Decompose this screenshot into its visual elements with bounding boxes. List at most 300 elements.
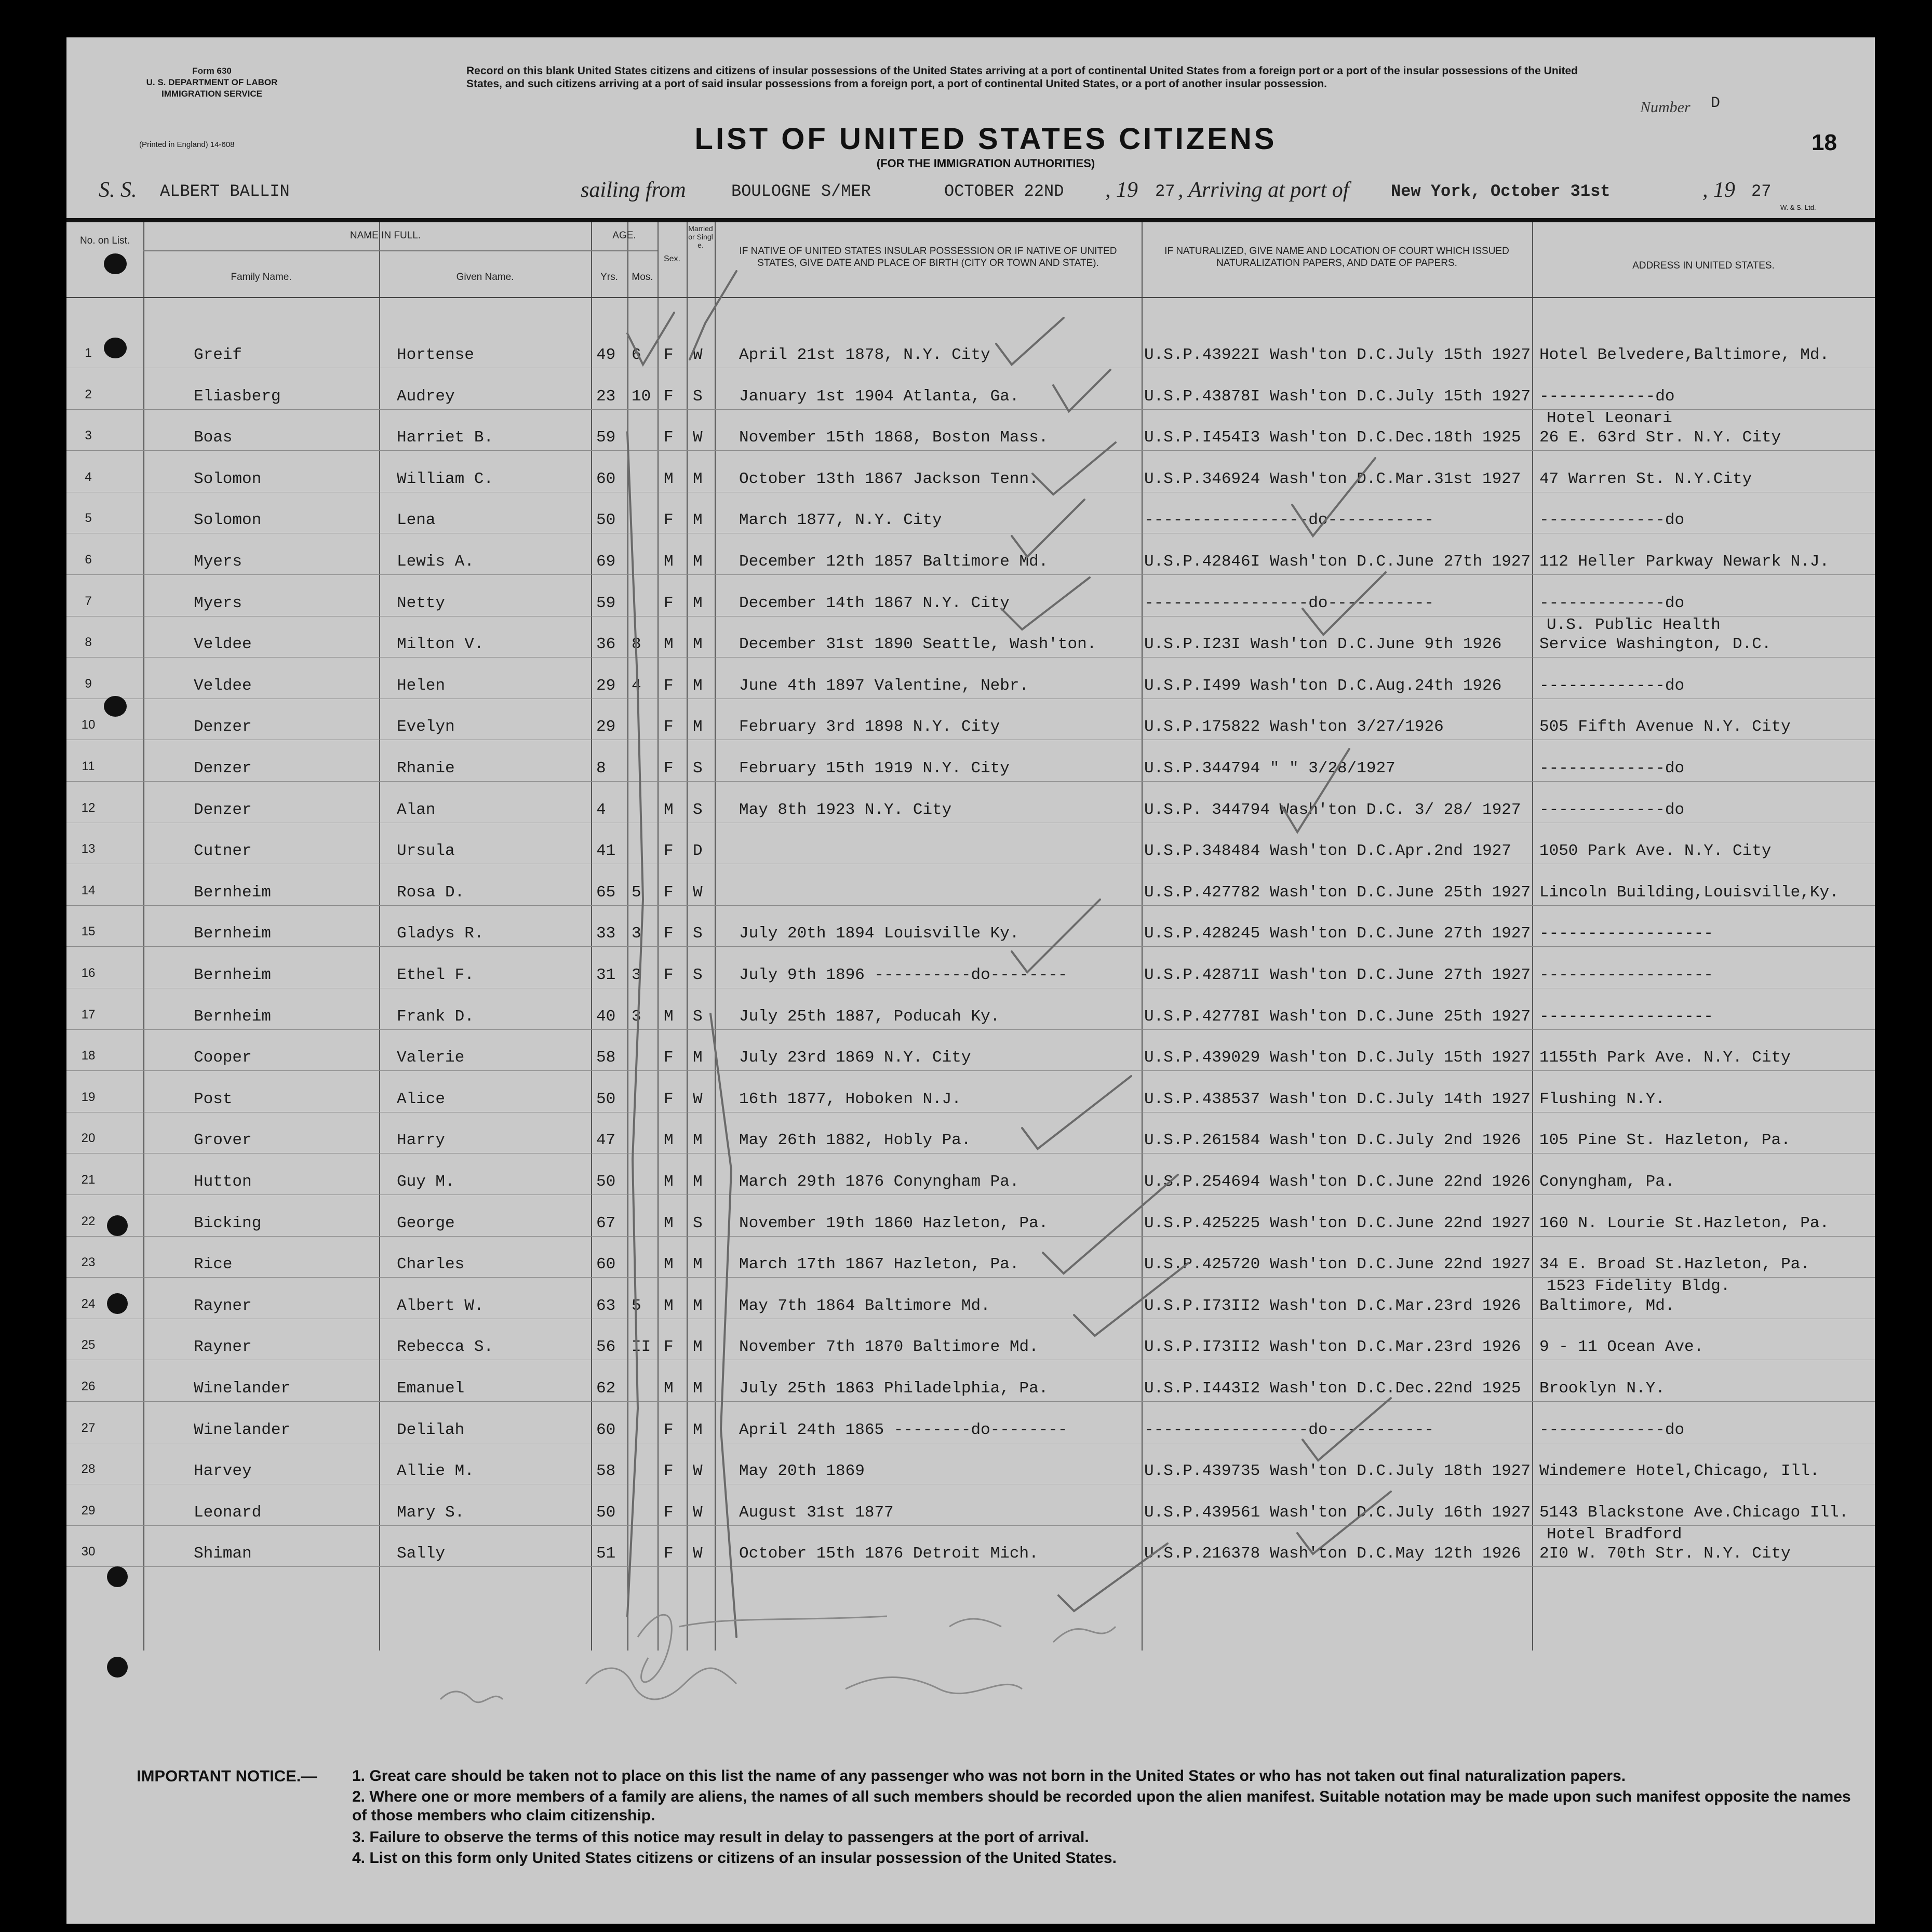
row-number: 9 [85, 676, 92, 691]
birth-date-place: 16th 1877, Hoboken N.J. [739, 1090, 961, 1108]
family-name: Solomon [194, 511, 262, 530]
given-name: Audrey [397, 387, 455, 406]
sailing-label: sailing from [581, 178, 686, 202]
given-name: Mary S. [397, 1503, 465, 1522]
birth-date-place: November 7th 1870 Baltimore Md. [739, 1338, 1039, 1357]
family-name: Hutton [194, 1173, 252, 1191]
sex: F [664, 511, 674, 530]
given-name: Guy M. [397, 1173, 455, 1191]
sex: M [664, 469, 674, 488]
form-instructions: Record on this blank United States citizens and citizens of insular possessions of the United States arriving at a port of continental United States from a foreign port or a port of the insular possessions of the United States, and such citizens arriving at a port of said insular possessions from a foreign port, a port of continental United States, or a port of another insular possession. [466, 65, 1578, 90]
check-mark [1297, 1492, 1391, 1554]
marital-status: M [693, 676, 703, 695]
given-name: Sally [397, 1545, 446, 1563]
row-number: 10 [81, 718, 96, 732]
birth-date-place: May 26th 1882, Hobly Pa. [739, 1131, 971, 1150]
given-name: Frank D. [397, 1007, 474, 1026]
given-name: Netty [397, 594, 446, 612]
naturalization: U.S.P.438537 Wash'ton D.C.July 14th 1927 [1144, 1090, 1531, 1108]
family-name: Cutner [194, 842, 252, 861]
row-number: 5 [85, 511, 92, 526]
given-name: Helen [397, 676, 446, 695]
naturalization: U.S.P.42846I Wash'ton D.C.June 27th 1927 [1144, 553, 1531, 571]
marital-status: M [693, 1173, 703, 1191]
sex: F [664, 718, 674, 736]
sex: F [664, 924, 674, 943]
sex: M [664, 553, 674, 571]
family-name: Denzer [194, 718, 252, 736]
punch-hole [107, 1293, 128, 1314]
age-months: II [632, 1338, 651, 1357]
check-marks [627, 271, 1391, 1637]
given-name: Milton V. [397, 635, 484, 654]
sex: M [664, 1379, 674, 1398]
given-name: Emanuel [397, 1379, 465, 1398]
family-name: Veldee [194, 676, 252, 695]
col-header-sex: Sex. [663, 254, 680, 263]
sex: F [664, 1049, 674, 1067]
given-name: Allie M. [397, 1462, 474, 1481]
notice-item: 4. List on this form only United States citizens or citizens of an insular possession of the United States. [352, 1849, 1117, 1867]
naturalization: U.S.P.439735 Wash'ton D.C.July 18th 1927 [1144, 1462, 1531, 1481]
age-years: 56 [596, 1338, 616, 1357]
marital-status: M [693, 718, 703, 736]
naturalization: U.S.P.261584 Wash'ton D.C.July 2nd 1926 [1144, 1131, 1521, 1150]
naturalization: U.S.P.425225 Wash'ton D.C.June 22nd 1927 [1144, 1214, 1531, 1232]
address-continuation: Hotel Leonari [1547, 409, 1672, 427]
age-years: 50 [596, 511, 616, 530]
address: -------------do [1539, 1420, 1685, 1439]
age-years: 58 [596, 1462, 616, 1481]
age-months: 3 [632, 966, 641, 984]
address: 105 Pine St. Hazleton, Pa. [1539, 1131, 1791, 1150]
important-notice-label: IMPORTANT NOTICE.— [137, 1767, 317, 1785]
col-header-age: AGE. [612, 230, 636, 241]
notice-item: 1. Great care should be taken not to place on this list the name of any passenger who was not born in the United States or who has not taken out final naturalization papers. [352, 1767, 1626, 1785]
naturalization: U.S.P.43878I Wash'ton D.C.July 15th 1927 [1144, 387, 1531, 406]
check-mark [690, 271, 736, 359]
sex: F [664, 1338, 674, 1357]
row-number: 24 [81, 1296, 96, 1311]
age-years: 59 [596, 594, 616, 612]
page-number: 18 [1812, 130, 1837, 155]
naturalization: U.S.P.428245 Wash'ton D.C.June 27th 1927 [1144, 924, 1531, 943]
sex: F [664, 676, 674, 695]
marital-status: M [693, 635, 703, 654]
age-years: 29 [596, 718, 616, 736]
sex: M [664, 1007, 674, 1026]
given-name: Hortense [397, 346, 474, 364]
naturalization: U.S.P.I73II2 Wash'ton D.C.Mar.23rd 1926 [1144, 1296, 1521, 1315]
sex: M [664, 1131, 674, 1150]
family-name: Eliasberg [194, 387, 281, 406]
check-mark [1074, 1263, 1188, 1336]
notice-item: 3. Failure to observe the terms of this notice may result in delay to passengers at the port of arrival. [352, 1829, 1089, 1846]
address: 47 Warren St. N.Y.City [1539, 469, 1752, 488]
marital-status: S [693, 1214, 703, 1232]
family-name: Greif [194, 346, 243, 364]
handwritten-marks [66, 37, 1875, 1924]
age-years: 49 [596, 346, 616, 364]
naturalization: U.S.P.I23I Wash'ton D.C.June 9th 1926 [1144, 635, 1502, 654]
age-years: 51 [596, 1545, 616, 1563]
check-mark [1022, 1076, 1131, 1149]
punch-hole [107, 1657, 128, 1678]
birth-date-place: April 24th 1865 --------do-------- [739, 1420, 1068, 1439]
manifest-page [66, 37, 1875, 1924]
arrival-port: New York, October 31st [1391, 182, 1611, 201]
row-number: 20 [81, 1131, 96, 1146]
col-header-birth: IF NATIVE OF UNITED STATES INSULAR POSSESSION OR IF NATIVE OF UNITED STATES, GIVE DATE AND PLACE OF BIRTH (CITY OR TOWN AND STATE). [739, 246, 1117, 269]
address: 9 - 11 Ocean Ave. [1539, 1338, 1704, 1357]
birth-date-place: July 9th 1896 ----------do-------- [739, 966, 1068, 984]
punch-hole [107, 1566, 128, 1587]
birth-date-place: July 20th 1894 Louisville Ky. [739, 924, 1019, 943]
row-number: 14 [81, 883, 96, 897]
age-years: 33 [596, 924, 616, 943]
address: -------------do [1539, 800, 1685, 819]
family-name: Boas [194, 428, 233, 447]
given-name: Charles [397, 1255, 465, 1274]
marital-status: W [693, 1503, 703, 1522]
sex: F [664, 1090, 674, 1108]
check-mark [1282, 749, 1349, 832]
col-header-given: Given Name. [456, 272, 514, 283]
marital-status: M [693, 1296, 703, 1315]
age-years: 63 [596, 1296, 616, 1315]
family-name: Bernheim [194, 924, 271, 943]
naturalization: U.S.P.175822 Wash'ton 3/27/1926 [1144, 718, 1444, 736]
birth-date-place: October 13th 1867 Jackson Tenn. [739, 469, 1039, 488]
sex: M [664, 635, 674, 654]
naturalization: U.S.P.344794 " " 3/28/1927 [1144, 759, 1396, 777]
naturalization: -----------------do----------- [1144, 594, 1434, 612]
col-header-family: Family Name. [231, 272, 292, 283]
birth-date-place: July 25th 1863 Philadelphia, Pa. [739, 1379, 1049, 1398]
address: Lincoln Building,Louisville,Ky. [1539, 883, 1839, 902]
address: -------------do [1539, 759, 1685, 777]
address: 1155th Park Ave. N.Y. City [1539, 1049, 1791, 1067]
given-name: Ursula [397, 842, 455, 861]
naturalization: U.S.P.I499 Wash'ton D.C.Aug.24th 1926 [1144, 676, 1502, 695]
family-name: Bicking [194, 1214, 262, 1232]
sex: F [664, 346, 674, 364]
birth-date-place: July 23rd 1869 N.Y. City [739, 1049, 971, 1067]
naturalization: U.S.P.I454I3 Wash'ton D.C.Dec.18th 1925 [1144, 428, 1521, 447]
family-name: Shiman [194, 1545, 252, 1563]
address: 112 Heller Parkway Newark N.J. [1539, 553, 1830, 571]
marital-status: M [693, 1379, 703, 1398]
marital-status: M [693, 1131, 703, 1150]
given-name: Harriet B. [397, 428, 494, 447]
row-number: 21 [81, 1173, 96, 1187]
col-header-marital: Married or Single. [688, 224, 713, 249]
marital-status: S [693, 800, 703, 819]
check-mark [1303, 572, 1386, 635]
naturalization: U.S.P.216378 Wash'ton D.C.May 12th 1926 [1144, 1545, 1521, 1563]
row-number: 27 [81, 1420, 96, 1435]
marital-status: M [693, 594, 703, 612]
age-years: 50 [596, 1173, 616, 1191]
address-continuation: U.S. Public Health [1547, 615, 1721, 634]
family-name: Rayner [194, 1338, 252, 1357]
ss-label: S. S. [99, 178, 137, 202]
address: -------------do [1539, 594, 1685, 612]
signature-stroke [638, 1615, 1116, 1682]
given-name: Rosa D. [397, 883, 465, 902]
marital-status: M [693, 1420, 703, 1439]
marital-status: M [693, 1049, 703, 1067]
age-years: 31 [596, 966, 616, 984]
ship-name: ALBERT BALLIN [160, 182, 290, 201]
col-header-naturalized: IF NATURALIZED, GIVE NAME AND LOCATION OF COURT WHICH ISSUED NATURALIZATION PAPERS, AND DATE OF PAPERS. [1164, 246, 1509, 269]
age-years: 60 [596, 1420, 616, 1439]
family-name: Denzer [194, 800, 252, 819]
sex: F [664, 387, 674, 406]
family-name: Veldee [194, 635, 252, 654]
row-number: 19 [81, 1090, 96, 1104]
address-continuation: 1523 Fidelity Bldg. [1547, 1277, 1730, 1296]
age-years: 41 [596, 842, 616, 861]
address: 26 E. 63rd Str. N.Y. City [1539, 428, 1781, 447]
address: ------------do [1539, 387, 1675, 406]
signature-stroke [586, 1668, 1022, 1699]
check-mark [1043, 1175, 1178, 1273]
sex: M [664, 1255, 674, 1274]
marital-status: D [693, 842, 703, 861]
birth-date-place: July 25th 1887, Poducah Ky. [739, 1007, 1000, 1026]
marital-status: W [693, 883, 703, 902]
marital-status: S [693, 924, 703, 943]
birth-date-place: November 19th 1860 Hazleton, Pa. [739, 1214, 1049, 1232]
check-mark [1032, 442, 1116, 494]
naturalization: U.S.P.43922I Wash'ton D.C.July 15th 1927 [1144, 346, 1531, 364]
age-years: 29 [596, 676, 616, 695]
marital-status: S [693, 387, 703, 406]
departure-date: OCTOBER 22ND [944, 182, 1064, 201]
given-name: George [397, 1214, 455, 1232]
row-number: 11 [82, 759, 95, 773]
birth-date-place: March 1877, N.Y. City [739, 511, 942, 530]
age-months: 8 [632, 635, 641, 654]
check-mark [1303, 1398, 1391, 1460]
punch-hole [107, 1215, 128, 1236]
age-years: 47 [596, 1131, 616, 1150]
punch-hole [104, 696, 127, 717]
family-name: Denzer [194, 759, 252, 777]
row-number: 4 [85, 469, 92, 484]
address-continuation: Hotel Bradford [1547, 1525, 1682, 1544]
address: ------------------ [1539, 924, 1713, 943]
family-name: Bernheim [194, 883, 271, 902]
age-years: 36 [596, 635, 616, 654]
birth-date-place: November 15th 1868, Boston Mass. [739, 428, 1049, 447]
sex: F [664, 1545, 674, 1563]
birth-date-place: December 31st 1890 Seattle, Wash'ton. [739, 635, 1097, 654]
notice-item: 2. Where one or more members of a family are aliens, the names of all such members should be recorded upon the alien manifest. Suitable notation may be made upon such manifest opposite the names of those members who claim citizenship. [352, 1788, 1851, 1824]
marital-status: M [693, 511, 703, 530]
given-name: Alan [397, 800, 436, 819]
form-line: Form 630 [192, 66, 232, 76]
address: Conyngham, Pa. [1539, 1173, 1675, 1191]
age-months: 3 [632, 1007, 641, 1026]
row-number: 17 [81, 1007, 96, 1022]
arriving-label: , Arriving at port of [1178, 178, 1349, 202]
sex: F [664, 966, 674, 984]
birth-date-place: April 21st 1878, N.Y. City [739, 346, 990, 364]
row-number: 13 [81, 842, 96, 856]
family-name: Grover [194, 1131, 252, 1150]
address: ------------------ [1539, 1007, 1713, 1026]
row-number: 30 [81, 1545, 96, 1559]
birth-date-place: March 17th 1867 Hazleton, Pa. [739, 1255, 1019, 1274]
naturalization: U.S.P.346924 Wash'ton D.C.Mar.31st 1927 [1144, 469, 1521, 488]
given-name: Alice [397, 1090, 446, 1108]
given-name: Albert W. [397, 1296, 484, 1315]
age-years: 4 [596, 800, 606, 819]
inspector-signature [440, 1615, 1116, 1702]
age-months: 4 [632, 676, 641, 695]
check-mark [1012, 500, 1084, 557]
birth-date-place: October 15th 1876 Detroit Mich. [739, 1545, 1039, 1563]
family-name: Myers [194, 553, 243, 571]
age-months: 10 [632, 387, 651, 406]
given-name: Valerie [397, 1049, 465, 1067]
birth-date-place: March 29th 1876 Conyngham Pa. [739, 1173, 1019, 1191]
sex: F [664, 428, 674, 447]
marital-status: M [693, 1255, 703, 1274]
sex: F [664, 1462, 674, 1481]
address: 5143 Blackstone Ave.Chicago Ill. [1539, 1503, 1849, 1522]
row-number: 18 [81, 1049, 96, 1063]
year-prefix: , 19 [1702, 178, 1735, 202]
check-mark [1001, 578, 1090, 629]
marital-status: S [693, 759, 703, 777]
address: 34 E. Broad St.Hazleton, Pa. [1539, 1255, 1810, 1274]
address: Service Washington, D.C. [1539, 635, 1772, 654]
naturalization: U.S.P.427782 Wash'ton D.C.June 25th 1927 [1144, 883, 1531, 902]
naturalization: U.S.P.42871I Wash'ton D.C.June 27th 1927 [1144, 966, 1531, 984]
marital-status: M [693, 553, 703, 571]
sex: F [664, 594, 674, 612]
given-name: Lewis A. [397, 553, 474, 571]
col-header-mos: Mos. [632, 272, 653, 283]
family-name: Winelander [194, 1420, 291, 1439]
given-name: Harry [397, 1131, 446, 1150]
family-name: Rice [194, 1255, 233, 1274]
naturalization: U.S.P.I443I2 Wash'ton D.C.Dec.22nd 1925 [1144, 1379, 1521, 1398]
naturalization: U.S.P. 344794 Wash'ton D.C. 3/ 28/ 1927 [1144, 800, 1521, 819]
check-mark [1053, 370, 1110, 411]
family-name: Myers [194, 594, 243, 612]
printer-mark: W. & S. Ltd. [1780, 204, 1816, 211]
birth-date-place: February 15th 1919 N.Y. City [739, 759, 1010, 777]
address: Flushing N.Y. [1539, 1090, 1665, 1108]
family-name: Bernheim [194, 1007, 271, 1026]
birth-date-place: December 14th 1867 N.Y. City [739, 594, 1010, 612]
birth-date-place: May 7th 1864 Baltimore Md. [739, 1296, 990, 1315]
address: Hotel Belvedere,Baltimore, Md. [1539, 346, 1830, 364]
marital-status: S [693, 966, 703, 984]
age-months: 6 [632, 346, 641, 364]
form-line: IMMIGRATION SERVICE [162, 89, 262, 99]
punch-hole [104, 338, 127, 358]
form-line: U. S. DEPARTMENT OF LABOR [146, 77, 278, 87]
birth-date-place: May 8th 1923 N.Y. City [739, 800, 952, 819]
address: Brooklyn N.Y. [1539, 1379, 1665, 1398]
tally-line [710, 1014, 736, 1637]
row-number: 28 [81, 1462, 96, 1477]
age-years: 69 [596, 553, 616, 571]
address: 160 N. Lourie St.Hazleton, Pa. [1539, 1214, 1830, 1232]
signature-stroke [440, 1692, 503, 1702]
age-years: 59 [596, 428, 616, 447]
sex: F [664, 883, 674, 902]
address: -------------do [1539, 511, 1685, 530]
marital-status: W [693, 1462, 703, 1481]
age-years: 60 [596, 469, 616, 488]
check-mark [1058, 1544, 1168, 1611]
departure-port: BOULOGNE S/MER [731, 182, 871, 201]
sex: F [664, 1420, 674, 1439]
age-years: 58 [596, 1049, 616, 1067]
marital-status: W [693, 1090, 703, 1108]
row-number: 6 [85, 553, 92, 567]
marital-status: M [693, 469, 703, 488]
departure-year: 27 [1155, 182, 1175, 201]
age-years: 65 [596, 883, 616, 902]
family-name: Leonard [194, 1503, 262, 1522]
row-number: 15 [81, 924, 96, 939]
naturalization: U.S.P.425720 Wash'ton D.C.June 22nd 1927 [1144, 1255, 1531, 1274]
birth-date-place: February 3rd 1898 N.Y. City [739, 718, 1000, 736]
row-number: 23 [81, 1255, 96, 1270]
given-name: Gladys R. [397, 924, 484, 943]
col-header-address: ADDRESS IN UNITED STATES. [1632, 260, 1775, 271]
birth-date-place: August 31st 1877 [739, 1503, 894, 1522]
family-name: Solomon [194, 469, 262, 488]
age-years: 60 [596, 1255, 616, 1274]
given-name: Delilah [397, 1420, 465, 1439]
number-label: Number [1640, 99, 1691, 116]
family-name: Post [194, 1090, 233, 1108]
age-months: 3 [632, 924, 641, 943]
row-number: 8 [85, 635, 92, 650]
row-number: 16 [81, 966, 96, 980]
number-value: D [1711, 95, 1721, 112]
naturalization: U.S.P.439029 Wash'ton D.C.July 15th 1927 [1144, 1049, 1531, 1067]
address: ------------------ [1539, 966, 1713, 984]
sex: M [664, 800, 674, 819]
col-header-yrs: Yrs. [600, 272, 618, 283]
sex: M [664, 1173, 674, 1191]
address: Windemere Hotel,Chicago, Ill. [1539, 1462, 1820, 1481]
punch-hole [104, 253, 127, 274]
naturalization: U.S.P.348484 Wash'ton D.C.Apr.2nd 1927 [1144, 842, 1511, 861]
marital-status: W [693, 346, 703, 364]
birth-date-place: January 1st 1904 Atlanta, Ga. [739, 387, 1019, 406]
age-years: 50 [596, 1090, 616, 1108]
sex: M [664, 1296, 674, 1315]
family-name: Bernheim [194, 966, 271, 984]
check-mark [1012, 900, 1100, 972]
naturalization: U.S.P.254694 Wash'ton D.C.June 22nd 1926 [1144, 1173, 1531, 1191]
naturalization: U.S.P.439561 Wash'ton D.C.July 16th 1927 [1144, 1503, 1531, 1522]
naturalization: U.S.P.I73II2 Wash'ton D.C.Mar.23rd 1926 [1144, 1338, 1521, 1357]
address: 1050 Park Ave. N.Y. City [1539, 842, 1772, 861]
given-name: William C. [397, 469, 494, 488]
check-mark [1292, 458, 1375, 536]
